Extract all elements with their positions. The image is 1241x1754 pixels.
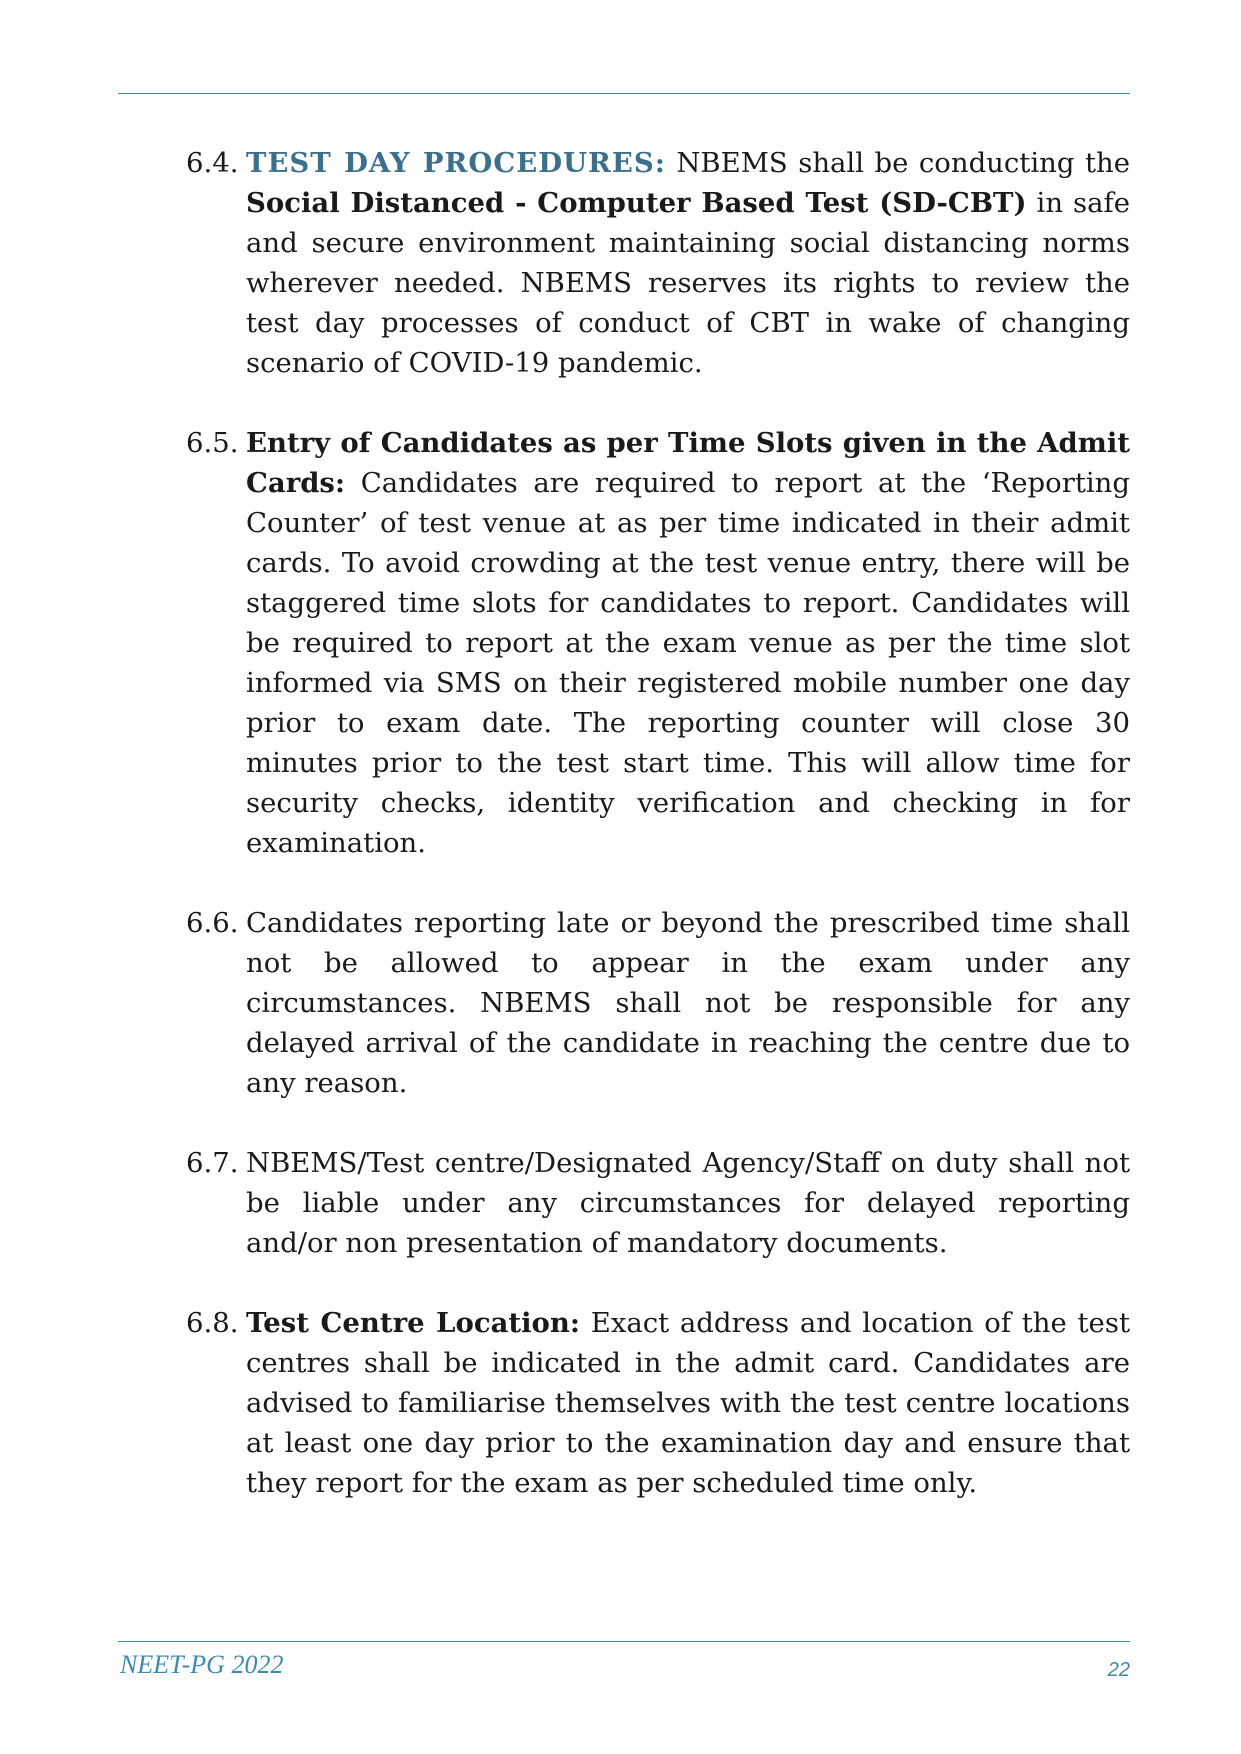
section-number: 6.8. — [186, 1307, 239, 1339]
section-heading: TEST DAY PROCEDURES: — [246, 147, 666, 179]
section-paragraph — [246, 423, 1130, 863]
section-text: NBEMS/Test centre/Designated Agency/Staff on duty shall not be liable under any circumstances for delayed reporting and/or non presentation of mandatory documents. — [246, 1147, 1130, 1259]
page-number: 22 — [1107, 1659, 1130, 1681]
section-6-8 — [186, 1303, 1130, 1503]
header-rule — [118, 93, 1130, 94]
section-number: 6.6. — [186, 907, 239, 939]
footer-rule — [118, 1641, 1130, 1642]
footer-title: NEET-PG 2022 — [120, 1650, 284, 1679]
section-text: NBEMS shall be conducting the — [665, 147, 1130, 179]
section-text: Exact address and location of the test centres shall be indicated in the admit card. Candidates are advised to familiarise themselves with the test centre locations at least one day prior to the examination day and ensure that they report for the exam as per scheduled time only. — [246, 1307, 1130, 1499]
section-6-6 — [186, 903, 1130, 1103]
section-paragraph — [246, 903, 1130, 1103]
section-bold-text: Social Distanced - Computer Based Test (SD-CBT) — [246, 187, 1027, 219]
section-paragraph — [246, 143, 1130, 383]
section-number: 6.7. — [186, 1147, 239, 1179]
document-body — [186, 143, 1130, 1543]
section-heading: Test Centre Location: — [246, 1307, 581, 1339]
section-heading: Entry of Candidates as per Time Slots given in the Admit Cards: — [246, 427, 1130, 499]
section-paragraph — [246, 1143, 1130, 1263]
section-text: Candidates are required to report at the ‘Reporting Counter’ of test venue at as per time indicated in their admit cards. To avoid crowding at the test venue entry, there will be staggered time slots for candidates to report. Candidates will be required to report at the exam venue as per the time slot informed via SMS on their registered mobile number one day prior to exam date. The reporting counter will close 30 minutes prior to the test start time. This will allow time for security checks, identity verification and checking in for examination. — [246, 467, 1130, 859]
section-6-4 — [186, 143, 1130, 383]
section-6-5 — [186, 423, 1130, 863]
section-text: in safe and secure environment maintaining social distancing norms wherever needed. NBEMS reserves its rights to review the test day processes of conduct of CBT in wake of changing scenario of COVID-19 pandemic. — [246, 187, 1131, 379]
section-number: 6.5. — [186, 427, 239, 459]
section-text: Candidates reporting late or beyond the prescribed time shall not be allowed to appear in the exam under any circumstances. NBEMS shall not be responsible for any delayed arrival of the candidate in reaching the centre due to any reason. — [246, 907, 1130, 1099]
section-paragraph — [246, 1303, 1130, 1503]
section-6-7 — [186, 1143, 1130, 1263]
section-number: 6.4. — [186, 147, 239, 179]
